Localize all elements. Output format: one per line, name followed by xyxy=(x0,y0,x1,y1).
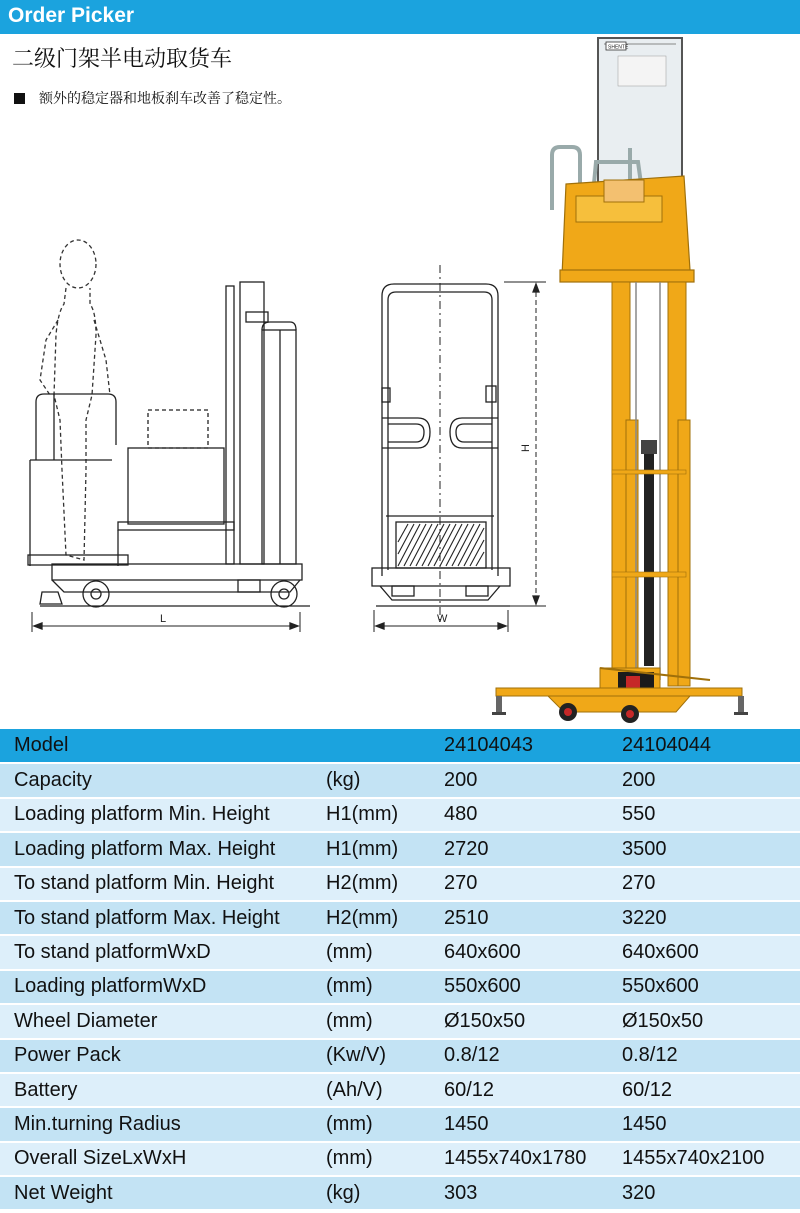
spec-row xyxy=(0,901,800,935)
dimension-h-label: H xyxy=(520,444,532,452)
spec-label: Loading platform Min. Height xyxy=(0,798,312,832)
header-label-cell: Model xyxy=(0,729,312,763)
spec-unit: H1(mm) xyxy=(312,798,430,832)
feature-bullet xyxy=(14,88,291,108)
spec-value-model-2: 0.8/12 xyxy=(608,1039,800,1073)
spec-value-model-2: 270 xyxy=(608,867,800,901)
spec-value-model-2: 3220 xyxy=(608,901,800,935)
product-subtitle: 二级门架半电动取货车 xyxy=(12,47,233,72)
spec-unit: H1(mm) xyxy=(312,832,430,866)
spec-value-model-1: 270 xyxy=(430,867,608,901)
spec-row xyxy=(0,832,800,866)
spec-table xyxy=(0,729,800,1211)
spec-label: Battery xyxy=(0,1073,312,1107)
spec-row xyxy=(0,1004,800,1038)
spec-value-model-2: 1455x740x2100 xyxy=(608,1142,800,1176)
spec-row xyxy=(0,1073,800,1107)
spec-row xyxy=(0,1176,800,1210)
spec-value-model-2: 1450 xyxy=(608,1107,800,1141)
spec-value-model-1: Ø150x50 xyxy=(430,1004,608,1038)
spec-unit: (mm) xyxy=(312,1004,430,1038)
spec-unit: (kg) xyxy=(312,763,430,797)
spec-label: Min.turning Radius xyxy=(0,1107,312,1141)
spec-row xyxy=(0,1039,800,1073)
spec-row xyxy=(0,763,800,797)
spec-header-row xyxy=(0,729,800,763)
spec-row xyxy=(0,970,800,1004)
model-24104044-header: 24104044 xyxy=(608,729,800,763)
spec-value-model-2: 550x600 xyxy=(608,970,800,1004)
spec-row xyxy=(0,935,800,969)
spec-unit: (kg) xyxy=(312,1176,430,1210)
bullet-square-icon xyxy=(14,93,25,104)
spec-value-model-1: 640x600 xyxy=(430,935,608,969)
spec-value-model-1: 60/12 xyxy=(430,1073,608,1107)
spec-label: Capacity xyxy=(0,763,312,797)
spec-value-model-1: 1450 xyxy=(430,1107,608,1141)
spec-row xyxy=(0,1107,800,1141)
spec-unit: (mm) xyxy=(312,935,430,969)
spec-row xyxy=(0,798,800,832)
product-photo xyxy=(492,38,748,723)
grille-hatch xyxy=(398,524,484,566)
spec-value-model-2: 640x600 xyxy=(608,935,800,969)
spec-label: To stand platform Max. Height xyxy=(0,901,312,935)
spec-value-model-2: 550 xyxy=(608,798,800,832)
spec-unit: (mm) xyxy=(312,970,430,1004)
spec-value-model-1: 1455x740x1780 xyxy=(430,1142,608,1176)
spec-label: To stand platformWxD xyxy=(0,935,312,969)
spec-value-model-1: 480 xyxy=(430,798,608,832)
spec-value-model-2: Ø150x50 xyxy=(608,1004,800,1038)
spec-label: Overall SizeLxWxH xyxy=(0,1142,312,1176)
spec-row xyxy=(0,1142,800,1176)
spec-value-model-2: 200 xyxy=(608,763,800,797)
spec-label: Power Pack xyxy=(0,1039,312,1073)
feature-text: 额外的稳定器和地板刹车改善了稳定性。 xyxy=(39,91,291,107)
dimension-w-label: W xyxy=(437,613,448,625)
spec-unit: (mm) xyxy=(312,1107,430,1141)
side-view-drawing xyxy=(28,240,310,632)
spec-label: Loading platformWxD xyxy=(0,970,312,1004)
header-unit-cell xyxy=(312,729,430,763)
spec-unit: (mm) xyxy=(312,1142,430,1176)
spec-unit: (Kw/V) xyxy=(312,1039,430,1073)
spec-unit: H2(mm) xyxy=(312,901,430,935)
model-24104043-header: 24104043 xyxy=(430,729,608,763)
spec-label: Net Weight xyxy=(0,1176,312,1210)
spec-value-model-1: 303 xyxy=(430,1176,608,1210)
page-title: Order Picker xyxy=(8,4,135,27)
spec-unit: (Ah/V) xyxy=(312,1073,430,1107)
spec-value-model-2: 320 xyxy=(608,1176,800,1210)
spec-value-model-2: 3500 xyxy=(608,832,800,866)
spec-value-model-1: 2510 xyxy=(430,901,608,935)
brand-plate-text: SHENTE xyxy=(608,44,629,51)
header-bar xyxy=(0,0,800,34)
spec-unit: H2(mm) xyxy=(312,867,430,901)
spec-value-model-1: 2720 xyxy=(430,832,608,866)
spec-value-model-1: 550x600 xyxy=(430,970,608,1004)
spec-row xyxy=(0,867,800,901)
spec-label: To stand platform Min. Height xyxy=(0,867,312,901)
spec-value-model-1: 0.8/12 xyxy=(430,1039,608,1073)
spec-label: Wheel Diameter xyxy=(0,1004,312,1038)
spec-value-model-1: 200 xyxy=(430,763,608,797)
spec-value-model-2: 60/12 xyxy=(608,1073,800,1107)
spec-label: Loading platform Max. Height xyxy=(0,832,312,866)
dimension-l-label: L xyxy=(160,613,167,625)
